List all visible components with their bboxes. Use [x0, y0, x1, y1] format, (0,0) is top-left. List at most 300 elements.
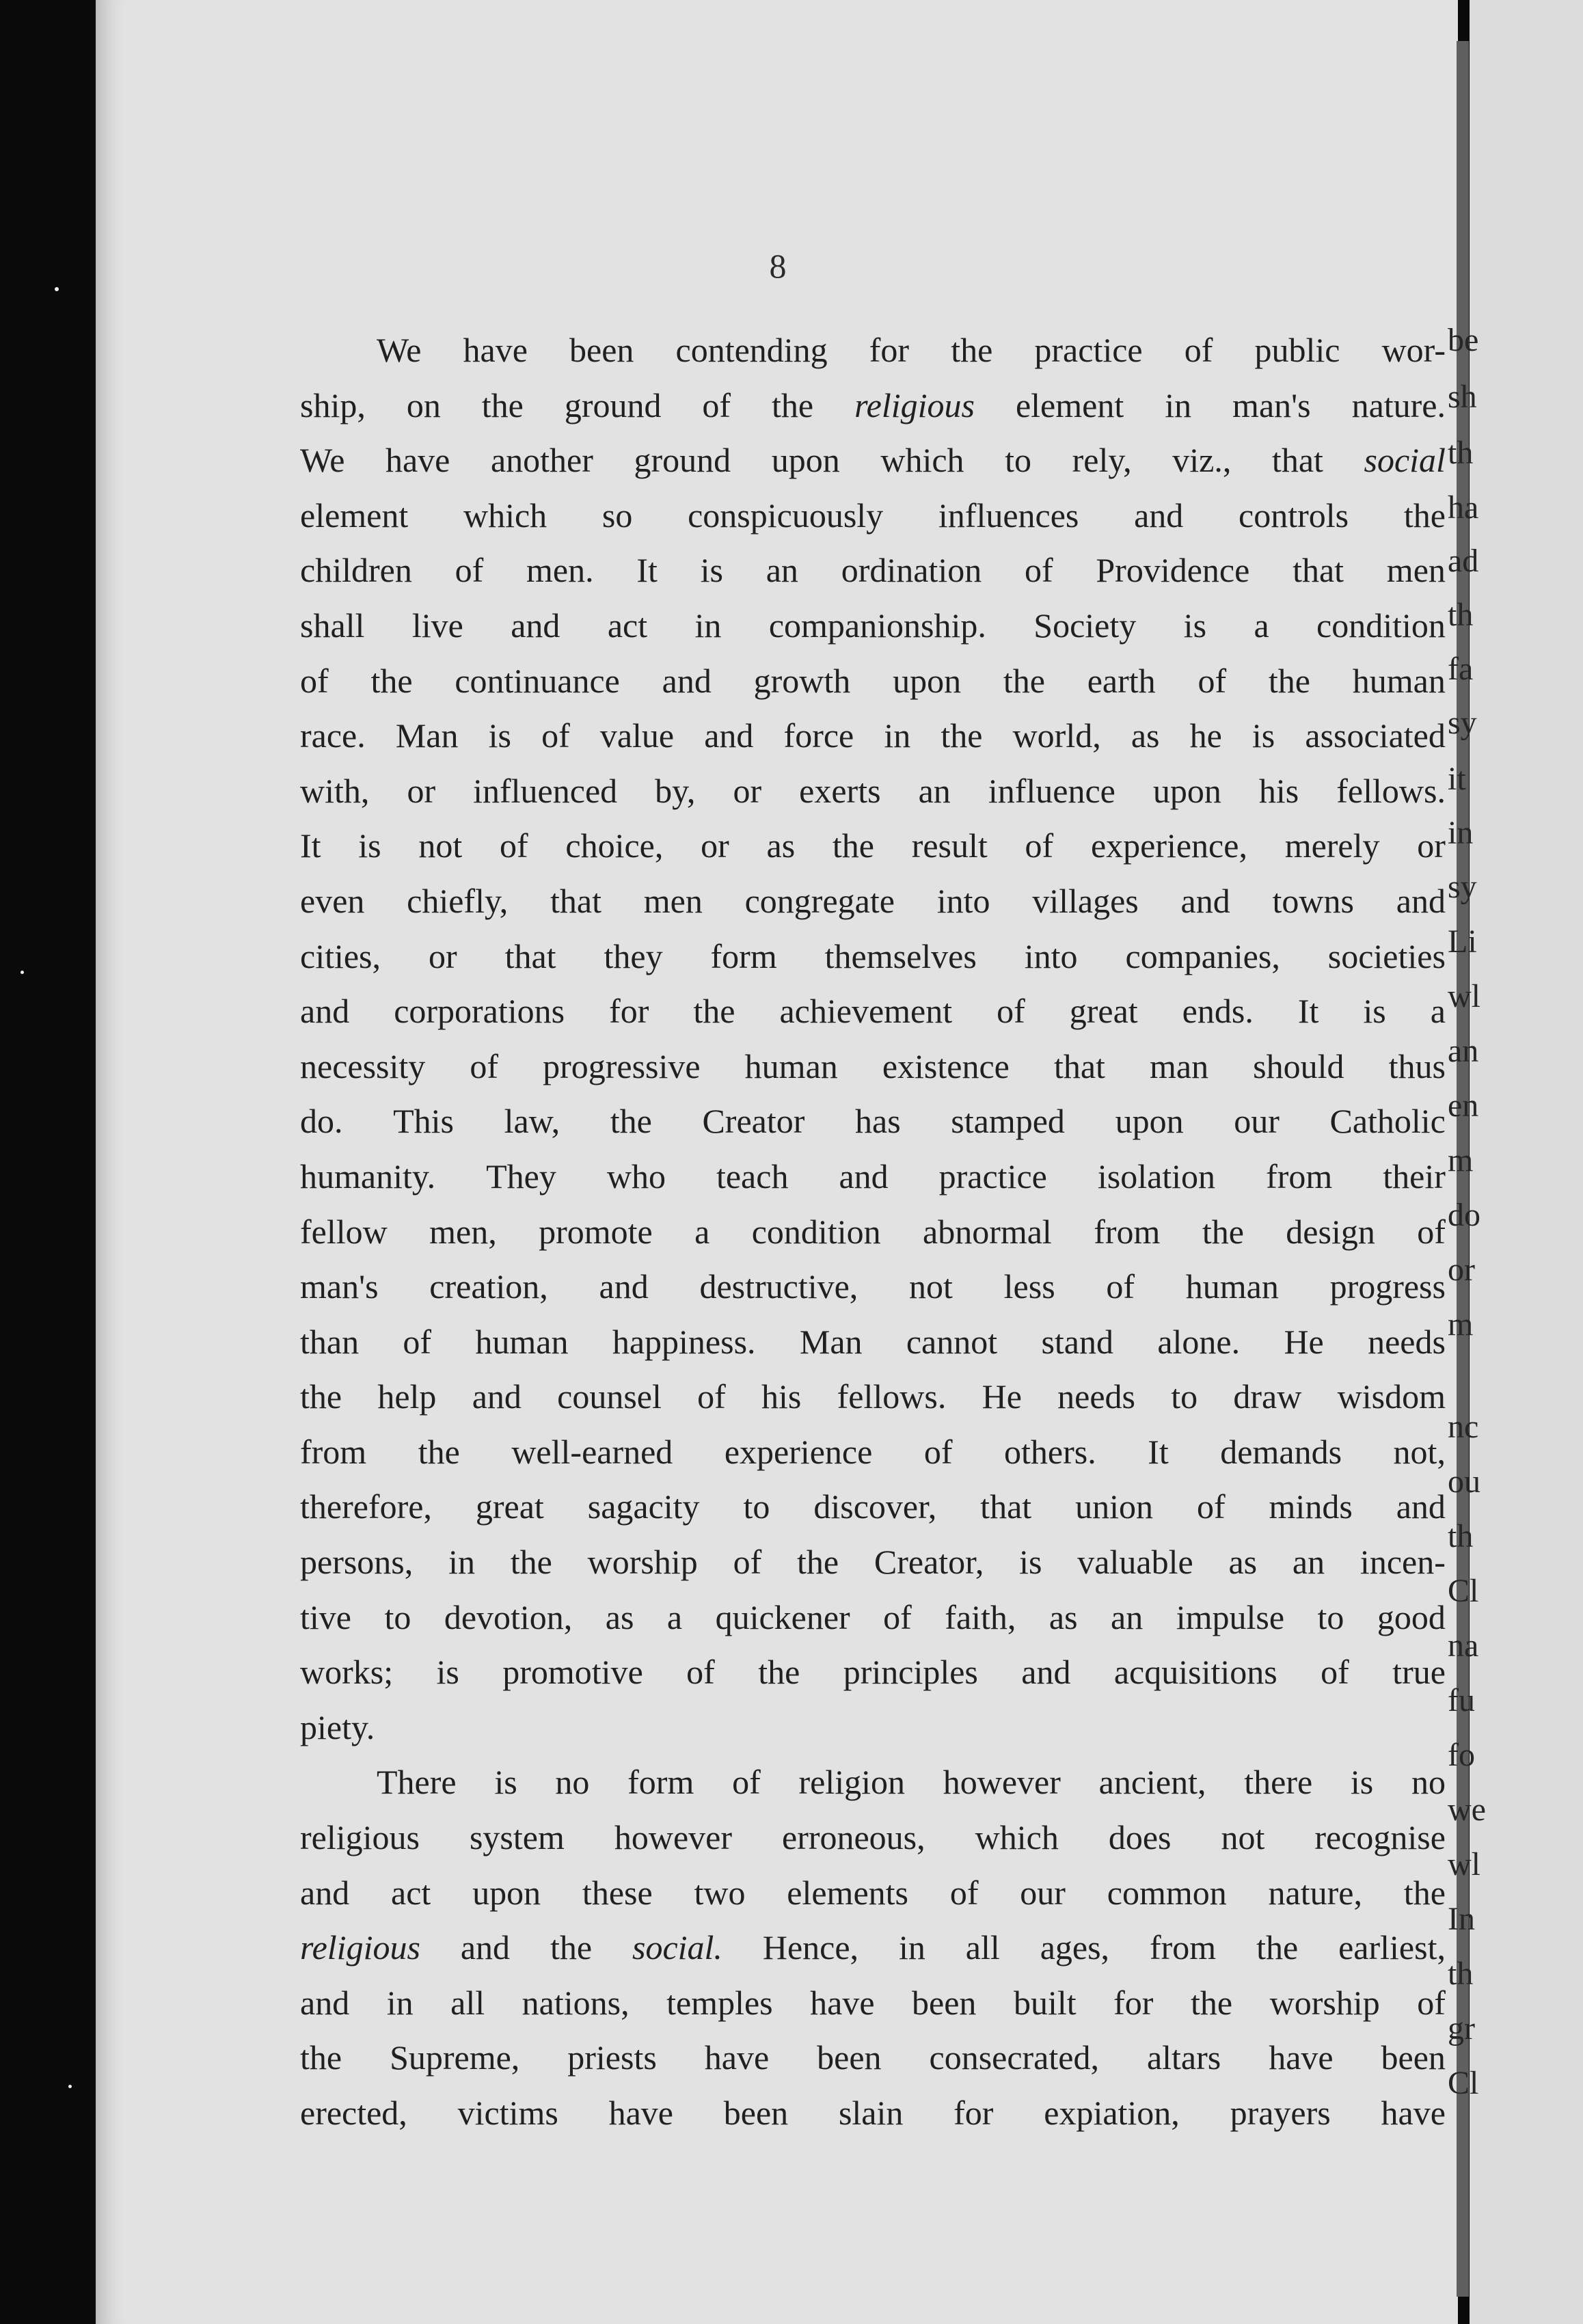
word: the: [370, 661, 413, 700]
word: of: [732, 1763, 761, 1802]
word: value: [599, 716, 675, 755]
word: abnormal: [923, 1212, 1052, 1251]
word: as: [1131, 716, 1160, 755]
word: than: [300, 1322, 360, 1361]
page-body-text: [300, 323, 1446, 2141]
word: or: [701, 826, 729, 865]
word: into: [936, 881, 990, 920]
word: have: [810, 1983, 875, 2022]
word: of: [1106, 1267, 1135, 1306]
word: the: [1190, 1983, 1233, 2022]
word: worship: [1269, 1983, 1380, 2022]
word: the: [797, 1543, 839, 1582]
adjacent-page-fragment: wl: [1448, 978, 1480, 1014]
word: and: [1180, 881, 1230, 920]
text-line: [300, 1645, 1446, 1700]
word: or: [1417, 826, 1446, 865]
word: the: [1003, 661, 1045, 700]
word: our: [1234, 1102, 1280, 1141]
word: worship: [587, 1543, 698, 1582]
adjacent-page-fragment: fo: [1448, 1737, 1475, 1773]
word: to: [384, 1597, 411, 1636]
word: is: [436, 1653, 459, 1692]
word: and: [662, 661, 712, 700]
word: their: [1383, 1157, 1446, 1195]
word: victims: [457, 2094, 558, 2132]
word: counsel: [557, 1377, 662, 1416]
text-line: [300, 764, 1446, 819]
word: It: [300, 826, 321, 865]
word: erected,: [300, 2094, 407, 2132]
word: great: [1069, 992, 1138, 1031]
word: that: [1053, 1046, 1105, 1085]
adjacent-page-fragment: th: [1448, 1518, 1474, 1554]
word: help: [377, 1377, 437, 1416]
word: therefore,: [300, 1487, 432, 1526]
word: men.: [526, 551, 594, 590]
word: cannot: [906, 1322, 998, 1361]
word: built: [1013, 1983, 1077, 2022]
text-line: [300, 378, 1446, 433]
word: good: [1377, 1597, 1446, 1636]
word: the: [772, 386, 814, 424]
adjacent-page-fragment: th: [1448, 597, 1474, 633]
adjacent-page-fragment: sh: [1448, 379, 1477, 415]
word: Man: [799, 1322, 863, 1361]
word: principles: [843, 1653, 978, 1692]
word: and: [1396, 881, 1446, 920]
word: an: [1292, 1543, 1325, 1582]
word: the: [418, 1432, 460, 1471]
word: valuable: [1077, 1543, 1193, 1582]
word: experience,: [1090, 826, 1247, 865]
word: practice: [938, 1157, 1047, 1195]
word: children: [300, 551, 412, 590]
adjacent-page-fragment: In: [1448, 1901, 1475, 1937]
word: the: [1256, 1928, 1299, 1967]
text-line: [300, 1755, 1446, 1810]
word: great: [475, 1487, 544, 1526]
word: of: [949, 1873, 979, 1912]
word: expiation,: [1044, 2094, 1180, 2132]
word: teach: [716, 1157, 789, 1195]
word: to: [1005, 441, 1032, 480]
word: others.: [1004, 1432, 1096, 1471]
word: the: [1403, 496, 1446, 535]
adjacent-page-fragment: be: [1448, 322, 1479, 358]
word: Catholic: [1329, 1102, 1446, 1141]
word: quickener: [715, 1597, 850, 1636]
word: human: [475, 1322, 569, 1361]
adjacent-page-fragment: th: [1448, 435, 1474, 471]
word: nations,: [522, 1983, 630, 2022]
word: of: [300, 661, 329, 700]
text-line: [300, 1369, 1446, 1424]
word: which: [975, 1818, 1059, 1857]
word: for: [609, 992, 649, 1031]
word: prayers: [1230, 2094, 1331, 2132]
adjacent-page-fragment: do: [1448, 1197, 1480, 1233]
word: of: [541, 716, 570, 755]
word: all: [450, 1983, 485, 2022]
word: merely: [1284, 826, 1380, 865]
word: his: [1258, 771, 1299, 810]
word: been: [912, 1983, 977, 2022]
word: two: [694, 1873, 746, 1912]
word: altars: [1146, 2038, 1221, 2077]
word: works;: [300, 1653, 394, 1692]
word: with,: [300, 771, 370, 810]
word: even: [300, 881, 365, 920]
word: thus: [1388, 1046, 1446, 1085]
word: ancient,: [1098, 1763, 1206, 1802]
word: Supreme,: [390, 2038, 520, 2077]
word: have: [1381, 2094, 1446, 2132]
word: is: [1019, 1543, 1042, 1582]
word: earliest,: [1338, 1928, 1446, 1967]
word: another: [490, 441, 593, 480]
text-line: [300, 1314, 1446, 1370]
book-page: [96, 0, 1458, 2324]
word: design: [1286, 1212, 1375, 1251]
text-line: [300, 598, 1446, 653]
word: Society: [1033, 606, 1137, 645]
word: the: [951, 331, 993, 369]
word: who: [606, 1157, 666, 1195]
word: the: [610, 1102, 652, 1141]
word: man's: [1232, 386, 1311, 424]
word: There: [377, 1763, 457, 1802]
scan-speck: [21, 971, 24, 974]
word: common: [1107, 1873, 1227, 1912]
word: there: [1244, 1763, 1313, 1802]
word: promote: [539, 1212, 653, 1251]
word: achievement: [779, 992, 953, 1031]
word: human: [744, 1046, 838, 1085]
word: act: [607, 606, 648, 645]
word: by,: [655, 771, 696, 810]
word: Creator: [702, 1102, 805, 1141]
word: of: [403, 1322, 432, 1361]
word: ship,: [300, 386, 366, 424]
word: influences: [938, 496, 1079, 535]
word: ages,: [1040, 1928, 1110, 1967]
word: that: [1271, 441, 1323, 480]
word: of: [1417, 1983, 1446, 2022]
text-line: [300, 1535, 1446, 1590]
word: of: [455, 551, 484, 590]
word: destructive,: [699, 1267, 858, 1306]
adjacent-page-fragment: gr: [1448, 2010, 1475, 2046]
word: progress: [1329, 1267, 1446, 1306]
word: well-earned: [511, 1432, 673, 1471]
word: minds: [1269, 1487, 1353, 1526]
word: devotion,: [444, 1597, 573, 1636]
word: is: [1363, 992, 1386, 1031]
word: corporations: [394, 992, 565, 1031]
word: It: [1297, 992, 1319, 1031]
word: growth: [753, 661, 851, 700]
word: conspicuously: [688, 496, 884, 535]
word: in: [1165, 386, 1192, 424]
word: is: [488, 716, 511, 755]
word: from: [1094, 1212, 1161, 1251]
word: is: [1183, 606, 1207, 645]
word: our: [1020, 1873, 1066, 1912]
adjacent-page-fragment: Li: [1448, 923, 1477, 960]
text-line: [300, 543, 1446, 598]
word: result: [911, 826, 988, 865]
word: is: [700, 551, 723, 590]
word: the: [481, 386, 524, 424]
word: viz.,: [1172, 441, 1232, 480]
word: have: [704, 2038, 770, 2077]
word: themselves: [824, 936, 977, 975]
word: not,: [1393, 1432, 1446, 1471]
word: Hence,: [762, 1928, 859, 1967]
adjacent-page-fragment: nc: [1448, 1409, 1479, 1445]
word: temples: [666, 1983, 773, 2022]
text-line: [300, 1590, 1446, 1645]
word: of: [997, 992, 1025, 1031]
word: happiness.: [612, 1322, 756, 1361]
text-line: [300, 2030, 1446, 2085]
adjacent-page-fragment: m: [1448, 1142, 1474, 1178]
word: live: [411, 606, 463, 645]
word: demands: [1220, 1432, 1342, 1471]
word: is: [358, 826, 381, 865]
word: been: [723, 2094, 789, 2132]
word: They: [486, 1157, 556, 1195]
word: ground: [634, 441, 731, 480]
adjacent-page-fragment: we: [1448, 1792, 1486, 1828]
word: system: [469, 1818, 565, 1857]
text-line: [300, 488, 1446, 543]
word: of: [1184, 331, 1213, 369]
adjacent-page-fragment: fu: [1448, 1682, 1475, 1718]
word: all: [965, 1928, 1000, 1967]
word: to: [743, 1487, 770, 1526]
word: should: [1253, 1046, 1344, 1085]
word: that: [550, 881, 601, 920]
word: and: [300, 1983, 350, 2022]
word: promotive: [502, 1653, 643, 1692]
word: congregate: [744, 881, 895, 920]
word: a: [1254, 606, 1269, 645]
word: the: [300, 2038, 342, 2077]
word: influence: [988, 771, 1115, 810]
word: or: [407, 771, 436, 810]
word: the: [1403, 1873, 1446, 1912]
text-line: [300, 653, 1446, 709]
adjacent-page-fragment: na: [1448, 1627, 1479, 1664]
word: fellows.: [837, 1377, 947, 1416]
word: religion: [798, 1763, 905, 1802]
word: true: [1392, 1653, 1446, 1692]
word: and: [511, 606, 560, 645]
word: is: [494, 1763, 517, 1802]
word: needs: [1368, 1322, 1446, 1361]
word: upon: [1152, 771, 1221, 810]
word: tive: [300, 1597, 351, 1636]
word: of: [883, 1597, 912, 1636]
adjacent-page-fragment: in: [1448, 815, 1474, 851]
adjacent-page-edge: [1470, 0, 1583, 2324]
word: the: [758, 1653, 800, 1692]
word: exerts: [799, 771, 881, 810]
word: stamped: [951, 1102, 1065, 1141]
word: human: [1185, 1267, 1279, 1306]
word: of: [1025, 826, 1054, 865]
word: from: [1266, 1157, 1333, 1195]
word: an: [918, 771, 951, 810]
word: as: [605, 1597, 634, 1636]
scan-speck: [55, 287, 59, 291]
word: choice,: [565, 826, 664, 865]
word: the: [693, 992, 735, 1031]
word: man's: [300, 1267, 379, 1306]
text-line: [300, 818, 1446, 874]
word: element: [300, 496, 409, 535]
adjacent-page-fragment: an: [1448, 1033, 1479, 1069]
word: wor-: [1381, 331, 1446, 369]
word: Man: [395, 716, 459, 755]
word: has: [855, 1102, 901, 1141]
word: as: [766, 826, 796, 865]
word: as: [1228, 1543, 1258, 1582]
word: as: [1048, 1597, 1078, 1636]
adjacent-page-fragment: ou: [1448, 1463, 1480, 1500]
word: of: [733, 1543, 762, 1582]
word: the: [510, 1543, 552, 1582]
word: been: [817, 2038, 882, 2077]
word: of: [702, 386, 731, 424]
word: shall: [300, 606, 365, 645]
italic-word: social.: [632, 1928, 722, 1967]
word: of: [1321, 1653, 1349, 1692]
italic-word: religious: [300, 1928, 420, 1967]
word: the: [300, 1377, 342, 1416]
word: in: [448, 1543, 475, 1582]
word: that: [1293, 551, 1344, 590]
word: in: [694, 606, 722, 645]
adjacent-page-fragment: wl: [1448, 1846, 1480, 1882]
word: We: [377, 331, 422, 369]
scan-speck: [68, 2085, 72, 2088]
word: less: [1003, 1267, 1055, 1306]
word: the: [1202, 1212, 1244, 1251]
word: is: [1251, 716, 1275, 755]
word: upon: [771, 441, 840, 480]
word: Creator,: [874, 1543, 984, 1582]
word: It: [636, 551, 658, 590]
word: of: [697, 1377, 726, 1416]
adjacent-page-fragment: or: [1448, 1252, 1475, 1288]
word: an: [1111, 1597, 1144, 1636]
text-line: [300, 323, 1446, 378]
word: in: [884, 716, 911, 755]
word: race.: [300, 716, 366, 755]
word: fellows.: [1336, 771, 1446, 810]
word: no: [555, 1763, 590, 1802]
text-line: [300, 1424, 1446, 1480]
word: incen-: [1359, 1543, 1446, 1582]
word: of: [1417, 1212, 1446, 1251]
word: associated: [1305, 716, 1446, 755]
word: nature,: [1268, 1873, 1362, 1912]
adjacent-page-fragment: sy: [1448, 705, 1477, 741]
word: towns: [1272, 881, 1354, 920]
word: ends.: [1182, 992, 1254, 1031]
word: and: [599, 1267, 649, 1306]
word: world,: [1012, 716, 1101, 755]
text-line: [300, 874, 1446, 929]
word: in: [386, 1983, 414, 2022]
word: and: [704, 716, 754, 755]
word: not: [909, 1267, 953, 1306]
text-line: [300, 1865, 1446, 1921]
word: these: [582, 1873, 653, 1912]
word: discover,: [813, 1487, 937, 1526]
word: however: [943, 1763, 1061, 1802]
text-line: [300, 1479, 1446, 1535]
word: for: [869, 331, 910, 369]
word: the: [550, 1928, 593, 1967]
word: he: [1189, 716, 1222, 755]
word: and: [472, 1377, 522, 1416]
word: of: [686, 1653, 715, 1692]
word: so: [601, 496, 633, 535]
text-line: [300, 1094, 1446, 1149]
word: existence: [882, 1046, 1010, 1085]
text-line: [300, 984, 1446, 1039]
word: of: [1024, 551, 1053, 590]
text-line: [300, 1039, 1446, 1094]
text-line: [300, 929, 1446, 984]
word: condition: [751, 1212, 881, 1251]
text-line: [300, 1259, 1446, 1314]
word: and: [1134, 496, 1184, 535]
word: his: [761, 1377, 802, 1416]
word: upon: [472, 1873, 541, 1912]
word: from: [1149, 1928, 1217, 1967]
word: to: [1317, 1597, 1344, 1636]
word: a: [694, 1212, 710, 1251]
word: of: [500, 826, 528, 865]
word: religious: [300, 1818, 420, 1857]
word: and: [839, 1157, 889, 1195]
word: erroneous,: [782, 1818, 925, 1857]
word: is: [1350, 1763, 1374, 1802]
word: faith,: [945, 1597, 1016, 1636]
word: influenced: [473, 771, 618, 810]
word: of: [470, 1046, 499, 1085]
word: nature.: [1351, 386, 1446, 424]
word: men,: [429, 1212, 497, 1251]
text-line: [300, 1920, 1446, 1975]
text-line: [300, 1149, 1446, 1204]
word: not: [1221, 1818, 1265, 1857]
adjacent-page-fragment: ha: [1448, 489, 1479, 526]
word: a: [666, 1597, 683, 1636]
word: and: [460, 1928, 511, 1967]
adjacent-page-fragment: fa: [1448, 651, 1474, 687]
word: do.: [300, 1102, 343, 1141]
word: does: [1108, 1818, 1172, 1857]
word: act: [391, 1873, 431, 1912]
word: public: [1254, 331, 1340, 369]
word: companionship.: [768, 606, 986, 645]
